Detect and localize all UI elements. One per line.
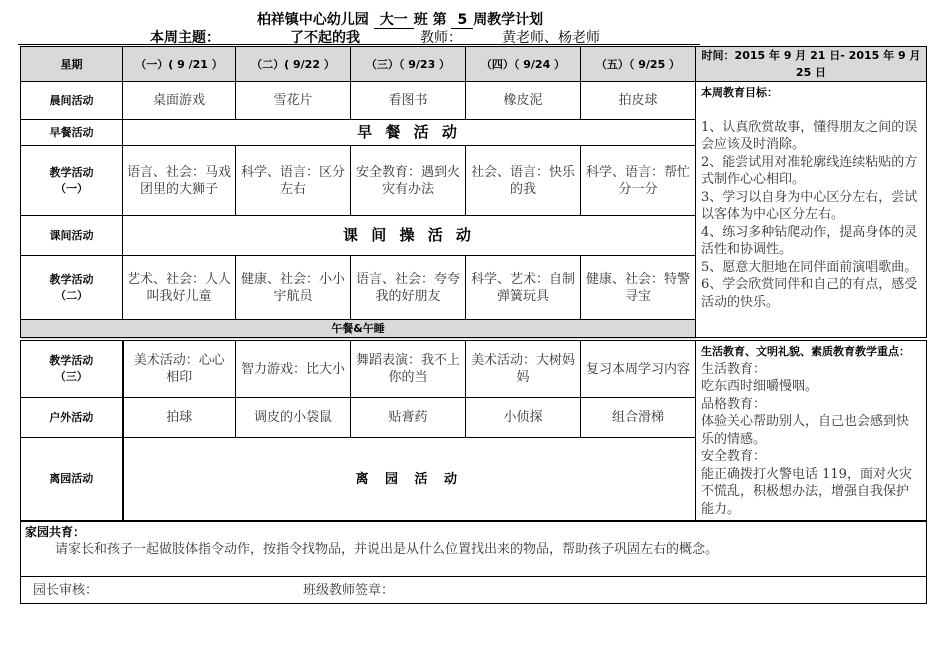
activity-cell: 语言、社会：夸夸我的好朋友 [351,256,466,320]
goal-item: 4、练习多种钻爬动作，提高身体的灵活性和协调性。 [701,224,918,257]
activity-cell: 看图书 [351,82,466,120]
header-row [21,47,927,82]
row-label-sub: （二） [55,288,88,302]
family-text: 请家长和孩子一起做肢体指令动作，按指令找物品，并说出是从什么位置找出来的物品，帮助孩子巩固左右的概念。 [55,542,719,557]
time-header: 时间：2015 年 9 月 21 日- 2015 年 9 月 25 日 [696,47,927,82]
row-label [21,339,123,398]
row-label: 户外活动 [21,398,123,438]
subtitle-underline [18,44,700,45]
teacher-names: 黄老师、杨老师 [502,30,600,46]
activity-cell: 科学、艺术：自制弹簧玩具 [466,256,581,320]
kindergarten-name: 柏祥镇中心幼儿园 [256,12,369,28]
row-label-sub: （一） [55,181,88,195]
activity-cell: 科学、语言：帮忙分一分 [581,146,696,216]
leave-span: 离 园 活 动 [123,438,696,521]
focus-line: 安全教育： [701,449,767,464]
education-focus [696,339,927,521]
family-cooperation [21,521,927,577]
teacher-sign-label: 班级教师签章： [303,582,395,598]
sign-row [21,577,927,604]
signature-row [21,577,927,604]
activity-cell: 贴膏药 [351,398,466,438]
row-label-main: 教学活动 [49,354,94,368]
focus-line: 吃东西时细嚼慢咽。 [701,379,819,394]
activity-cell: 橡皮泥 [466,82,581,120]
principal-sign-label: 园长审核： [33,582,99,598]
focus-line: 生活教育： [701,361,767,377]
family-row [21,521,927,577]
teach3-row [21,339,927,398]
activity-cell: 科学、语言：区分左右 [236,146,351,216]
breakfast-span: 早 餐 活 动 [123,120,696,146]
activity-cell: 美术活动：大树妈妈 [466,339,581,398]
goal-item: 1、认真欣赏故事，懂得朋友之间的误会应该及时消除。 [701,119,918,152]
row-label: 晨间活动 [21,82,123,120]
row-label [21,256,123,320]
row-label [21,146,123,216]
teacher-label: 教师： [420,30,462,46]
activity-cell: 小侦探 [466,398,581,438]
row-label-main: 教学活动 [49,165,94,179]
row-label-sub: （三） [54,370,88,384]
break-span: 课 间 操 活 动 [123,216,696,256]
class-name: 大一 [374,12,414,29]
activity-cell: 调皮的小袋鼠 [236,398,351,438]
class-suffix: 班 [413,12,428,28]
theme-value: 了不起的我 [290,30,360,46]
row-label-main: 教学活动 [49,272,94,286]
goal-item: 2、能尝试用对准轮廓线连续粘贴的方式制作心心相印。 [701,154,918,187]
goal-item: 5、愿意大胆地在同伴面前演唱歌曲。 [701,259,918,275]
activity-cell: 组合滑梯 [581,398,696,438]
week-number: 5 [451,12,473,29]
activity-cell: 舞蹈表演：我不上你的当 [351,339,466,398]
morning-row [21,82,927,120]
focus-line: 品格教育： [701,396,767,412]
focus-line: 能正确拨打火警电话 119，面对火灾不慌乱，积极想办法，增强自我保护能力。 [701,466,912,517]
activity-cell: 拍皮球 [581,82,696,120]
activity-cell: 拍球 [123,398,236,438]
activity-cell: 安全教育：遇到火灾有办法 [351,146,466,216]
activity-cell: 语言、社会：马戏团里的大狮子 [123,146,236,216]
weekly-plan-table [20,46,927,604]
theme-label: 本周主题： [150,30,220,46]
activity-cell: 复习本周学习内容 [581,339,696,398]
activity-cell: 健康、社会：特警寻宝 [581,256,696,320]
weekly-goals [696,82,927,340]
activity-cell: 雪花片 [236,82,351,120]
activity-cell: 美术活动：心心相印 [123,339,236,398]
activity-cell: 健康、社会：小小宇航员 [236,256,351,320]
day-header: （一）( 9 /21 ） [123,47,236,82]
goals-title: 本周教育目标： [701,86,778,99]
activity-cell: 社会、语言：快乐的我 [466,146,581,216]
activity-cell: 桌面游戏 [123,82,236,120]
corner-header: 星期 [21,47,123,82]
family-title: 家园共育： [25,525,86,539]
day-header: （四）（ 9/24 ） [466,47,581,82]
focus-line: 体验关心帮助别人，自己也会感到快乐的情感。 [701,414,910,447]
row-label: 课间活动 [21,216,123,256]
plan-title [0,9,800,29]
activity-cell: 艺术、社会：人人叫我好儿童 [123,256,236,320]
row-label: 离园活动 [21,438,123,521]
day-header: （二）( 9/22 ） [236,47,351,82]
week-prefix: 第 [432,12,447,28]
goal-item: 6、学会欣赏同伴和自己的有点，感受活动的快乐。 [701,277,918,310]
day-header: （三）（ 9/23 ） [351,47,466,82]
goal-item: 3、学习以自身为中心区分左右，尝试以客体为中心区分左右。 [701,189,918,222]
activity-cell: 智力游戏：比大小 [236,339,351,398]
row-label: 早餐活动 [21,120,123,146]
week-suffix: 周教学计划 [473,12,544,28]
day-header: （五）（ 9/25 ） [581,47,696,82]
focus-title: 生活教育、文明礼貌、素质教育教学重点： [701,345,910,358]
lunch-span: 午餐&午睡 [21,320,696,340]
